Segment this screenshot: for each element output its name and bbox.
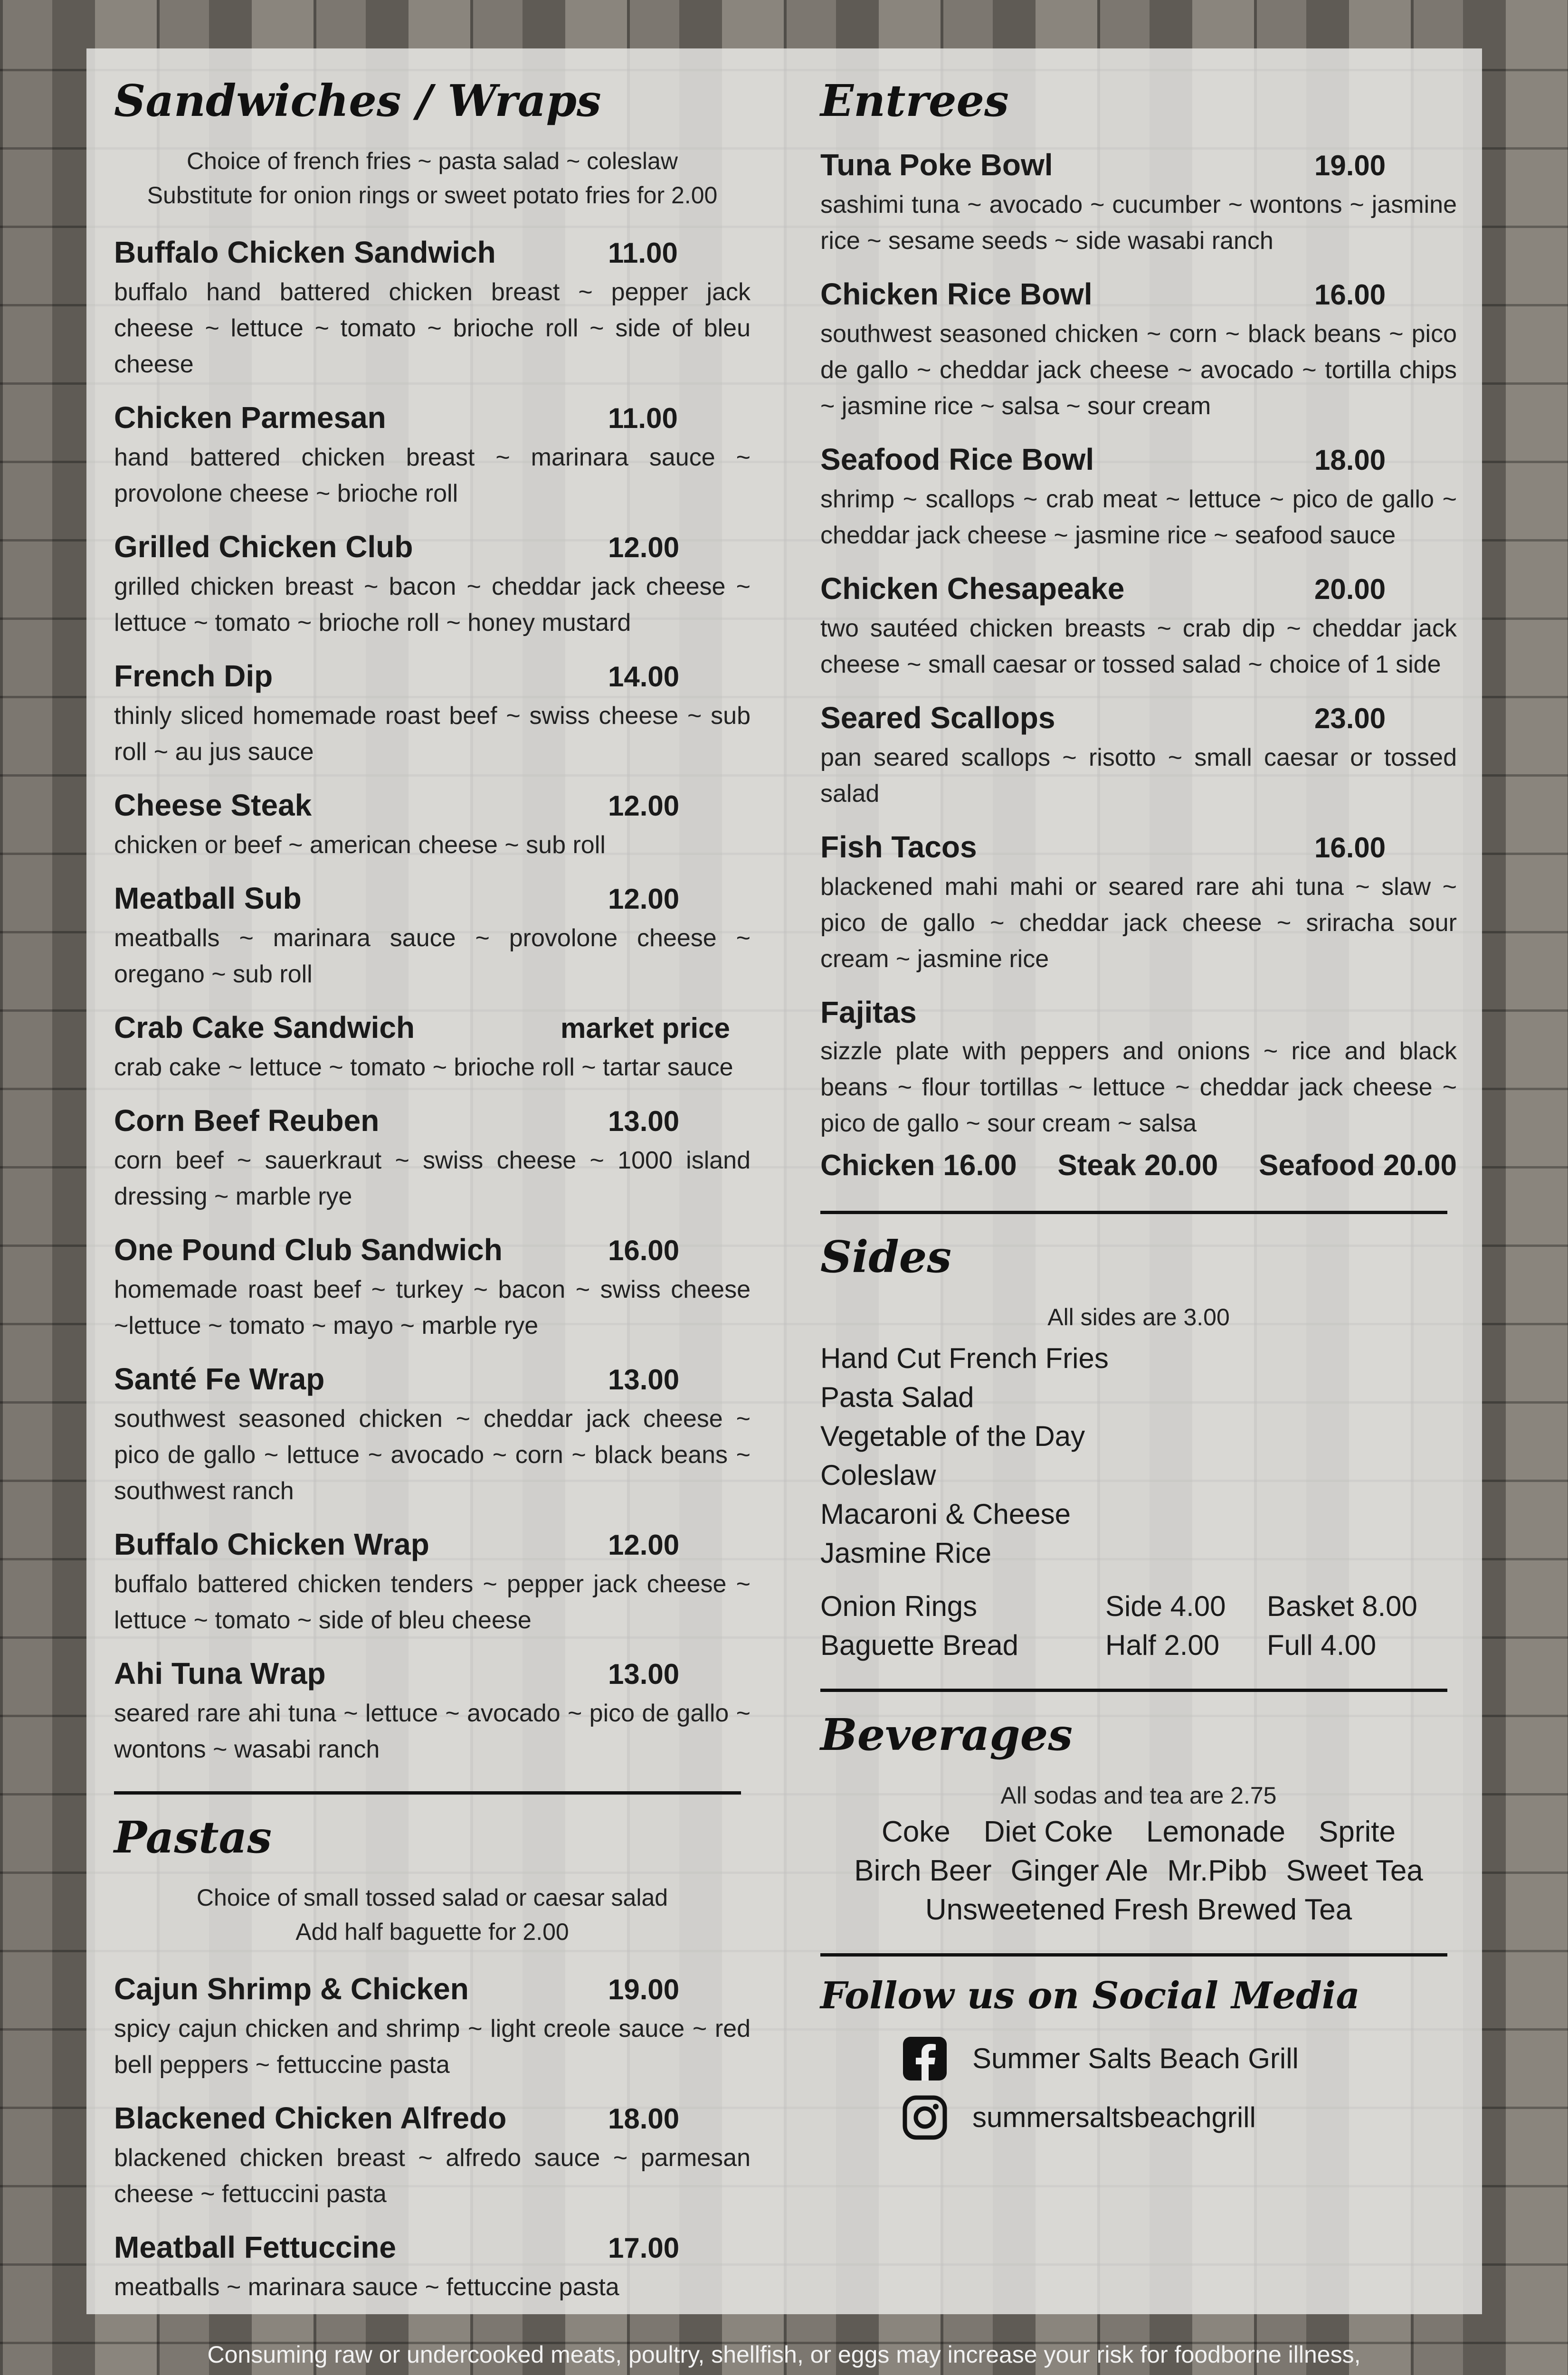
item-name: Ahi Tuna Wrap bbox=[114, 1656, 326, 1691]
item-name: Seafood Rice Bowl bbox=[820, 442, 1094, 477]
item-header bbox=[114, 655, 751, 698]
disclaimer-line-2 bbox=[0, 2372, 1568, 2375]
item-name: Tuna Poke Bowl bbox=[820, 148, 1053, 182]
item-description: blackened chicken breast ~ alfredo sauce ~ parmesan cheese ~ fettuccini pasta bbox=[114, 2144, 751, 2208]
item-description: chicken or beef ~ american cheese ~ sub roll bbox=[114, 831, 606, 859]
item-description: spicy cajun chicken and shrimp ~ light creole sauce ~ red bell peppers ~ fettuccine pasta bbox=[114, 2015, 751, 2079]
item-header bbox=[820, 438, 1457, 481]
item-description: crab cake ~ lettuce ~ tomato ~ brioche roll ~ tartar sauce bbox=[114, 1054, 733, 1082]
item-name: Cajun Shrimp & Chicken bbox=[114, 1972, 469, 2006]
menu-item bbox=[114, 655, 751, 770]
item-name: Meatball Fettuccine bbox=[114, 2230, 396, 2265]
allergen-disclaimer bbox=[0, 2337, 1568, 2375]
menu-item bbox=[114, 877, 751, 992]
menu-panel bbox=[86, 48, 1482, 2314]
sides-heading: Sides bbox=[820, 1231, 952, 1283]
item-name: Blackened Chicken Alfredo bbox=[114, 2101, 507, 2136]
item-price: 11.00 bbox=[608, 237, 678, 269]
sides-note: All sides are 3.00 bbox=[1047, 1304, 1230, 1331]
sandwich-list bbox=[114, 231, 751, 1767]
side-extra-option: Side 4.00 bbox=[1105, 1590, 1226, 1623]
item-header bbox=[114, 1358, 751, 1401]
item-description: homemade roast beef ~ turkey ~ bacon ~ swiss cheese ~lettuce ~ tomato ~ mayo ~ marble rye bbox=[114, 1276, 751, 1340]
divider bbox=[820, 1689, 1447, 1692]
sandwiches-heading: Sandwiches / Wraps bbox=[114, 75, 601, 126]
social-heading: Follow us on Social Media bbox=[820, 1974, 1360, 2017]
item-name: Chicken Rice Bowl bbox=[820, 277, 1093, 312]
item-description: seared rare ahi tuna ~ lettuce ~ avocado ~ pico de gallo ~ wontons ~ wasabi ranch bbox=[114, 1700, 751, 1764]
item-price: 19.00 bbox=[608, 1974, 680, 2006]
beverage-item: Mr.Pibb bbox=[1167, 1854, 1267, 1887]
beverage-item: Birch Beer bbox=[854, 1854, 992, 1887]
item-description: shrimp ~ scallops ~ crab meat ~ lettuce ~ pico de gallo ~ cheddar jack cheese ~ jasmine rice ~ seafood sauce bbox=[820, 485, 1457, 550]
item-header bbox=[114, 877, 751, 920]
item-name: French Dip bbox=[114, 659, 273, 694]
item-header bbox=[114, 1100, 751, 1142]
item-header bbox=[114, 2226, 751, 2269]
menu-item bbox=[820, 697, 1457, 812]
menu-item bbox=[114, 1653, 751, 1767]
item-header bbox=[114, 2097, 751, 2140]
facebook-name: Summer Salts Beach Grill bbox=[972, 2042, 1299, 2075]
facebook-icon bbox=[901, 2035, 949, 2082]
beverage-item: Diet Coke bbox=[983, 1815, 1113, 1848]
instagram-link[interactable] bbox=[901, 2094, 1457, 2141]
item-description: southwest seasoned chicken ~ cheddar jack cheese ~ pico de gallo ~ lettuce ~ avocado ~ corn ~ black beans ~ southwest ranch bbox=[114, 1405, 751, 1505]
sandwiches-note bbox=[114, 144, 751, 212]
item-header bbox=[114, 231, 751, 274]
beverage-item: Coke bbox=[882, 1815, 950, 1848]
side-item: Macaroni & Cheese bbox=[820, 1498, 1071, 1530]
item-price: 13.00 bbox=[608, 1364, 680, 1396]
item-description: buffalo hand battered chicken breast ~ pepper jack cheese ~ lettuce ~ tomato ~ brioche roll ~ side of bleu cheese bbox=[114, 278, 751, 379]
beverage-row-2 bbox=[820, 1852, 1457, 1890]
item-header bbox=[820, 568, 1457, 610]
fajita-price-steak: Steak 20.00 bbox=[1057, 1149, 1218, 1182]
item-name: Fajitas bbox=[820, 995, 917, 1030]
item-header bbox=[820, 273, 1457, 316]
pastas-note bbox=[114, 1881, 751, 1949]
item-header bbox=[820, 697, 1457, 740]
menu-item bbox=[820, 568, 1457, 683]
menu-item bbox=[114, 2226, 751, 2305]
item-price: 19.00 bbox=[1314, 150, 1386, 182]
side-extra-option: Full 4.00 bbox=[1267, 1629, 1377, 1662]
item-price: 12.00 bbox=[608, 790, 680, 822]
item-description: thinly sliced homemade roast beef ~ swiss cheese ~ sub roll ~ au jus sauce bbox=[114, 702, 751, 766]
beverage-item: Lemonade bbox=[1146, 1815, 1286, 1848]
beverage-row-3 bbox=[820, 1890, 1457, 1929]
menu-item bbox=[820, 438, 1457, 553]
item-price: 23.00 bbox=[1314, 703, 1386, 735]
side-extra-name: Onion Rings bbox=[820, 1590, 978, 1623]
pastas-heading: Pastas bbox=[114, 1812, 272, 1863]
side-extra-option: Half 2.00 bbox=[1105, 1629, 1220, 1662]
item-name: Chicken Chesapeake bbox=[820, 571, 1125, 606]
item-name: One Pound Club Sandwich bbox=[114, 1233, 503, 1267]
item-description: meatballs ~ marinara sauce ~ fettuccine pasta bbox=[114, 2273, 619, 2301]
entree-list bbox=[820, 144, 1457, 977]
item-description: sashimi tuna ~ avocado ~ cucumber ~ wontons ~ jasmine rice ~ sesame seeds ~ side wasabi ranch bbox=[820, 191, 1457, 255]
item-header bbox=[820, 144, 1457, 187]
item-header bbox=[820, 826, 1457, 869]
item-description: southwest seasoned chicken ~ corn ~ black beans ~ pico de gallo ~ cheddar jack cheese ~ avocado ~ tortilla chips ~ jasmine rice ~ salsa ~ sour cream bbox=[820, 320, 1457, 420]
fajita-price-seafood: Seafood 20.00 bbox=[1259, 1149, 1457, 1182]
item-description: hand battered chicken breast ~ marinara sauce ~ provolone cheese ~ brioche roll bbox=[114, 444, 751, 508]
sandwiches-note-line-1: Choice of french fries ~ pasta salad ~ coleslaw bbox=[187, 148, 678, 175]
item-description: blackened mahi mahi or seared rare ahi tuna ~ slaw ~ pico de gallo ~ cheddar jack cheese ~ sriracha sour cream ~ jasmine rice bbox=[820, 873, 1457, 973]
item-price: 12.00 bbox=[608, 532, 680, 564]
divider bbox=[820, 1953, 1447, 1957]
beverage-item: Unsweetened Fresh Brewed Tea bbox=[925, 1893, 1352, 1926]
menu-item bbox=[114, 231, 751, 382]
item-header bbox=[114, 1653, 751, 1695]
item-price: 12.00 bbox=[608, 883, 680, 915]
pastas-note-line-2: Add half baguette for 2.00 bbox=[295, 1919, 569, 1946]
side-item: Coleslaw bbox=[820, 1459, 936, 1492]
beverage-item: Ginger Ale bbox=[1010, 1854, 1149, 1887]
beverages-note: All sodas and tea are 2.75 bbox=[1000, 1782, 1277, 1809]
menu-item bbox=[114, 2097, 751, 2212]
side-item: Jasmine Rice bbox=[820, 1537, 992, 1569]
pasta-list bbox=[114, 1968, 751, 2305]
beverage-row-1 bbox=[820, 1813, 1457, 1852]
item-price: 16.00 bbox=[1314, 832, 1386, 864]
item-name: Santé Fe Wrap bbox=[114, 1362, 325, 1396]
item-description: buffalo battered chicken tenders ~ pepper jack cheese ~ lettuce ~ tomato ~ side of bleu cheese bbox=[114, 1570, 751, 1634]
divider bbox=[114, 1791, 741, 1795]
item-header bbox=[114, 397, 751, 439]
menu-item bbox=[114, 1968, 751, 2083]
left-column bbox=[114, 77, 751, 2319]
menu-item bbox=[820, 273, 1457, 424]
menu-item bbox=[114, 1229, 751, 1344]
fajita-prices bbox=[820, 1144, 1457, 1187]
item-name: Crab Cake Sandwich bbox=[114, 1010, 415, 1045]
item-price: 13.00 bbox=[608, 1105, 680, 1138]
beverage-item: Sprite bbox=[1319, 1815, 1396, 1848]
item-name: Buffalo Chicken Wrap bbox=[114, 1527, 429, 1562]
item-price: 18.00 bbox=[1314, 444, 1386, 476]
menu-item bbox=[114, 1358, 751, 1509]
item-name: Cheese Steak bbox=[114, 788, 312, 823]
item-price: 16.00 bbox=[1314, 279, 1386, 311]
item-description: meatballs ~ marinara sauce ~ provolone cheese ~ oregano ~ sub roll bbox=[114, 924, 751, 988]
menu-item bbox=[114, 1007, 751, 1085]
fajita-price-chicken: Chicken 16.00 bbox=[820, 1149, 1017, 1182]
menu-item bbox=[114, 784, 751, 863]
item-description: two sautéed chicken breasts ~ crab dip ~ cheddar jack cheese ~ small caesar or tossed salad ~ choice of 1 side bbox=[820, 615, 1457, 679]
sides-extras bbox=[820, 1587, 1457, 1665]
item-price: 16.00 bbox=[608, 1235, 680, 1267]
menu-item-fajitas bbox=[820, 991, 1457, 1187]
item-price: 14.00 bbox=[608, 661, 680, 693]
item-header bbox=[114, 1523, 751, 1566]
item-name: Corn Beef Reuben bbox=[114, 1103, 380, 1138]
item-price: 20.00 bbox=[1314, 573, 1386, 606]
item-description: pan seared scallops ~ risotto ~ small caesar or tossed salad bbox=[820, 744, 1457, 808]
menu-item bbox=[820, 826, 1457, 977]
item-description: corn beef ~ sauerkraut ~ swiss cheese ~ 1000 island dressing ~ marble rye bbox=[114, 1147, 751, 1211]
item-price: 18.00 bbox=[608, 2103, 680, 2135]
item-header bbox=[114, 1229, 751, 1272]
beverages-heading: Beverages bbox=[820, 1709, 1073, 1761]
instagram-handle: summersaltsbeachgrill bbox=[972, 2101, 1256, 2134]
menu-item bbox=[820, 144, 1457, 259]
instagram-icon bbox=[901, 2094, 949, 2141]
item-header bbox=[820, 991, 1457, 1033]
item-header bbox=[114, 526, 751, 569]
right-column bbox=[820, 77, 1457, 2141]
item-price: market price bbox=[561, 1012, 730, 1045]
item-description: grilled chicken breast ~ bacon ~ cheddar jack cheese ~ lettuce ~ tomato ~ brioche roll ~ honey mustard bbox=[114, 573, 751, 637]
item-name: Meatball Sub bbox=[114, 881, 302, 916]
item-name: Grilled Chicken Club bbox=[114, 530, 413, 564]
side-extra-name: Baguette Bread bbox=[820, 1629, 1018, 1662]
item-price: 13.00 bbox=[608, 1658, 680, 1691]
item-name: Seared Scallops bbox=[820, 701, 1055, 735]
sandwiches-note-line-2: Substitute for onion rings or sweet potato fries for 2.00 bbox=[147, 182, 718, 209]
side-extra-option: Basket 8.00 bbox=[1267, 1590, 1417, 1623]
entrees-heading: Entrees bbox=[820, 75, 1009, 126]
item-price: 17.00 bbox=[608, 2232, 680, 2264]
side-item: Pasta Salad bbox=[820, 1381, 974, 1414]
divider bbox=[820, 1211, 1447, 1214]
item-price: 11.00 bbox=[608, 402, 678, 435]
disclaimer-line-1: Consuming raw or undercooked meats, poultry, shellfish, or eggs may increase your risk for foodborne illness, bbox=[207, 2341, 1361, 2368]
item-name: Buffalo Chicken Sandwich bbox=[114, 235, 496, 270]
sides-list bbox=[820, 1339, 1457, 1573]
item-header bbox=[114, 784, 751, 827]
menu-item bbox=[114, 1523, 751, 1638]
menu-item bbox=[114, 397, 751, 512]
item-header bbox=[114, 1968, 751, 2011]
menu-item bbox=[114, 1100, 751, 1215]
side-item: Vegetable of the Day bbox=[820, 1420, 1085, 1453]
menu-item bbox=[114, 526, 751, 641]
item-price: 12.00 bbox=[608, 1529, 680, 1561]
pastas-note-line-1: Choice of small tossed salad or caesar salad bbox=[196, 1884, 668, 1911]
item-name: Fish Tacos bbox=[820, 830, 977, 864]
item-header bbox=[114, 1007, 751, 1049]
item-name: Chicken Parmesan bbox=[114, 400, 386, 435]
facebook-link[interactable] bbox=[901, 2035, 1457, 2082]
item-description: sizzle plate with peppers and onions ~ rice and black beans ~ flour tortillas ~ lettuce ~ cheddar jack cheese ~ pico de gallo ~ sour cream ~ salsa bbox=[820, 1037, 1457, 1138]
side-item: Hand Cut French Fries bbox=[820, 1342, 1109, 1375]
beverage-item: Sweet Tea bbox=[1286, 1854, 1423, 1887]
